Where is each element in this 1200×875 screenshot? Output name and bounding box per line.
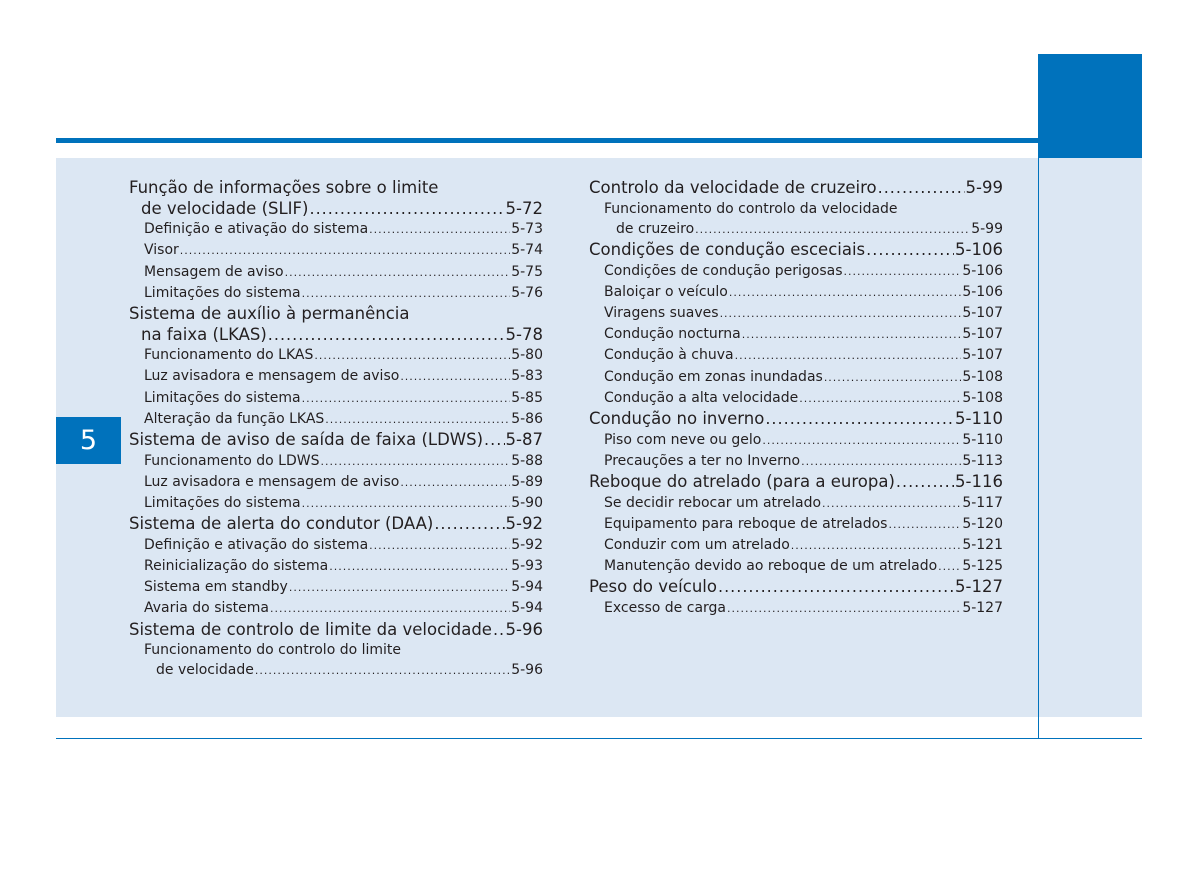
page-number: 5-108: [962, 368, 1003, 385]
toc-section-entry[interactable]: [589, 409, 1003, 430]
entry-title: Conduzir com um atrelado: [604, 537, 790, 554]
dot-leader: [325, 409, 510, 430]
entry-title: Baloiçar o veículo: [604, 283, 728, 300]
page-number: 5-78: [505, 324, 543, 344]
toc-subsection-entry[interactable]: [589, 451, 1003, 472]
page-number: 5-127: [955, 577, 1003, 597]
entry-title: Condições de condução perigosas: [604, 262, 843, 279]
entry-title: Condução nocturna: [604, 326, 741, 343]
toc-subsection-entry[interactable]: [129, 345, 543, 366]
page-number: 5-107: [962, 305, 1003, 321]
toc-subsection-entry[interactable]: [129, 451, 543, 472]
toc-subsection-entry[interactable]: [129, 598, 543, 619]
dot-leader: [302, 388, 511, 409]
dot-leader: [866, 240, 954, 261]
page-number: 5-90: [511, 495, 543, 511]
toc-section-entry[interactable]: [129, 620, 543, 641]
entry-title: Avaria do sistema: [144, 600, 269, 617]
page-number: 5-87: [505, 430, 543, 449]
dot-leader: [493, 620, 505, 641]
page-number: 5-94: [511, 579, 543, 596]
page-number: 5-92: [511, 536, 543, 553]
page-number: 5-88: [511, 452, 543, 469]
page-number: 5-117: [962, 494, 1003, 511]
entry-title: Luz avisadora e mensagem de aviso: [144, 473, 400, 490]
entry-title-continuation: [129, 325, 543, 346]
entry-title: Condução a alta velocidade: [604, 389, 799, 406]
page-number: 5-93: [511, 558, 543, 574]
entry-title: Funcionamento do LKAS: [144, 347, 314, 364]
dot-leader: [765, 409, 954, 430]
dot-leader: [268, 325, 505, 346]
entry-title: Equipamento para reboque de atrelados: [604, 515, 888, 532]
entry-title-line: Função de informações sobre o limite: [129, 178, 439, 197]
dot-leader: [727, 598, 961, 619]
dot-leader: [400, 472, 510, 493]
entry-title: de velocidade (SLIF): [141, 198, 309, 218]
page-number: 5-106: [962, 283, 1003, 300]
entry-title: Piso com neve ou gelo: [604, 431, 762, 448]
toc-subsection-entry[interactable]: [589, 556, 1003, 577]
dot-leader: [309, 199, 504, 220]
page-number: 5-94: [511, 600, 543, 617]
page-number: 5-107: [962, 347, 1003, 364]
page-number: 5-72: [505, 198, 543, 218]
dot-leader: [369, 535, 510, 556]
dot-leader: [484, 430, 505, 451]
page-number: 5-73: [511, 221, 543, 238]
entry-title: Controlo da velocidade de cruzeiro: [589, 178, 877, 197]
toc-section-entry[interactable]: [129, 304, 543, 345]
entry-title: Se decidir rebocar um atrelado: [604, 494, 822, 511]
entry-title: de velocidade: [156, 662, 254, 679]
toc-subsection-entry[interactable]: [589, 345, 1003, 366]
dot-leader: [878, 178, 965, 199]
toc-subsection-entry[interactable]: [589, 430, 1003, 451]
entry-title: Limitações do sistema: [144, 284, 301, 301]
toc-subsection-entry[interactable]: [589, 324, 1003, 345]
page-number: 5-99: [965, 178, 1003, 197]
page-number: 5-92: [505, 514, 543, 534]
entry-title: Peso do veículo: [589, 577, 717, 597]
dot-leader: [255, 660, 510, 681]
entry-title: Condução em zonas inundadas: [604, 368, 823, 385]
toc-subsection-entry[interactable]: [129, 283, 543, 304]
entry-title-continuation: [604, 219, 1003, 240]
dot-leader: [302, 493, 511, 514]
toc-section-entry[interactable]: [589, 178, 1003, 199]
entry-title: de cruzeiro: [616, 220, 695, 237]
toc-subsection-entry[interactable]: [589, 303, 1003, 324]
toc-subsection-entry[interactable]: [589, 282, 1003, 303]
dot-leader: [729, 282, 961, 303]
dot-leader: [844, 261, 962, 282]
footer-rule: [56, 738, 1142, 739]
dot-leader: [762, 430, 961, 451]
page-number: 5-76: [511, 284, 543, 301]
page-number: 5-110: [955, 409, 1003, 429]
entry-title: Definição e ativação do sistema: [144, 221, 369, 238]
entry-title: Viragens suaves: [604, 305, 719, 321]
dot-leader: [314, 345, 510, 366]
entry-title-line: Funcionamento do controlo da velocidade: [604, 200, 898, 217]
toc-section-entry[interactable]: [589, 472, 1003, 493]
entry-title: Excesso de carga: [604, 600, 727, 617]
page-number: 5-96: [511, 662, 543, 679]
dot-leader: [695, 219, 970, 240]
page-number: 5-113: [962, 452, 1003, 469]
page-number: 5-108: [962, 389, 1003, 406]
entry-title: Limitações do sistema: [144, 495, 301, 511]
toc-subsection-entry[interactable]: [589, 367, 1003, 388]
toc-subsection-entry[interactable]: [589, 199, 1003, 240]
dot-leader: [888, 514, 961, 535]
entry-title: Sistema em standby: [144, 579, 288, 596]
dot-leader: [735, 345, 962, 366]
entry-title: Reinicialização do sistema: [144, 558, 329, 574]
toc-section-entry[interactable]: [589, 240, 1003, 261]
page-number: 5-121: [962, 537, 1003, 554]
toc-subsection-entry[interactable]: [129, 388, 543, 409]
toc-section-entry[interactable]: [129, 178, 543, 219]
entry-title: Condução no inverno: [589, 409, 765, 429]
toc-subsection-entry[interactable]: [129, 472, 543, 493]
toc-subsection-entry[interactable]: [589, 261, 1003, 282]
page-number: 5-120: [962, 515, 1003, 532]
dot-leader: [434, 514, 504, 535]
dot-leader: [285, 262, 511, 283]
dot-leader: [824, 367, 962, 388]
page-number: 5-116: [955, 472, 1003, 492]
toc-subsection-entry[interactable]: [589, 388, 1003, 409]
toc-subsection-entry[interactable]: [589, 514, 1003, 535]
corner-color-tab: [1038, 54, 1142, 158]
page-number: 5-89: [511, 473, 543, 490]
dot-leader: [896, 472, 954, 493]
dot-leader: [720, 303, 962, 324]
dot-leader: [289, 577, 510, 598]
entry-title: Mensagem de aviso: [144, 263, 284, 280]
toc-subsection-entry[interactable]: [129, 556, 543, 577]
entry-title: Sistema de controlo de limite da velocidade: [129, 619, 492, 639]
page-number: 5-85: [511, 389, 543, 406]
page-number: 5-106: [955, 240, 1003, 259]
toc-left-column: [129, 178, 543, 682]
entry-title: na faixa (LKAS): [141, 324, 267, 344]
toc-section-entry[interactable]: [589, 577, 1003, 598]
toc-subsection-entry[interactable]: [589, 598, 1003, 619]
dot-leader: [320, 451, 510, 472]
dot-leader: [400, 366, 510, 387]
page-number: 5-99: [971, 220, 1003, 237]
dot-leader: [302, 283, 511, 304]
entry-title: Condução à chuva: [604, 347, 734, 364]
toc-subsection-entry[interactable]: [129, 240, 543, 261]
entry-title: Definição e ativação do sistema: [144, 536, 369, 553]
entry-title-continuation: [129, 199, 543, 220]
dot-leader: [822, 493, 961, 514]
toc-section-entry[interactable]: [129, 514, 543, 535]
dot-leader: [799, 388, 961, 409]
dot-leader: [742, 324, 962, 345]
entry-title: Funcionamento do LDWS: [144, 452, 320, 469]
toc-subsection-entry[interactable]: [129, 219, 543, 240]
page-number: 5-80: [511, 347, 543, 364]
entry-title: Sistema de alerta do condutor (DAA): [129, 514, 434, 534]
toc-subsection-entry[interactable]: [129, 577, 543, 598]
entry-title: Sistema de aviso de saída de faixa (LDWS): [129, 430, 484, 449]
dot-leader: [938, 556, 961, 577]
page-number: 5-110: [962, 431, 1003, 448]
margin-divider: [1038, 158, 1039, 738]
page-number: 5-74: [511, 242, 543, 259]
entry-title: Alteração da função LKAS: [144, 410, 325, 427]
dot-leader: [369, 219, 510, 240]
toc-subsection-entry[interactable]: [129, 366, 543, 387]
toc-right-column: [589, 178, 1003, 619]
page-number: 5-75: [511, 263, 543, 280]
entry-title: Limitações do sistema: [144, 389, 301, 406]
toc-subsection-entry[interactable]: [589, 493, 1003, 514]
toc-subsection-entry[interactable]: [129, 640, 543, 681]
dot-leader: [718, 577, 954, 598]
entry-title-line: Funcionamento do controlo do limite: [144, 642, 402, 659]
page-number: 5-86: [511, 410, 543, 427]
page-number: 5-96: [505, 619, 543, 639]
page-number: 5-83: [511, 368, 543, 385]
dot-leader: [791, 535, 962, 556]
page-number: 5-127: [962, 600, 1003, 617]
dot-leader: [180, 240, 510, 261]
toc-subsection-entry[interactable]: [589, 535, 1003, 556]
page-number: 5-106: [962, 262, 1003, 279]
dot-leader: [270, 598, 510, 619]
entry-title: Precauções a ter no Inverno: [604, 452, 801, 469]
entry-title: Luz avisadora e mensagem de aviso: [144, 368, 400, 385]
toc-subsection-entry[interactable]: [129, 262, 543, 283]
page-number: 5-107: [962, 326, 1003, 343]
toc-subsection-entry[interactable]: [129, 535, 543, 556]
header-rule: [56, 138, 1038, 143]
chapter-tab: [56, 417, 121, 464]
toc-subsection-entry[interactable]: [129, 493, 543, 514]
entry-title-continuation: [144, 660, 543, 681]
entry-title: Visor: [144, 242, 179, 259]
entry-title-line: Sistema de auxílio à permanência: [129, 304, 410, 323]
entry-title: Reboque do atrelado (para a europa): [589, 472, 895, 492]
toc-subsection-entry[interactable]: [129, 409, 543, 430]
entry-title: Condições de condução esceciais: [589, 240, 866, 259]
chapter-number: 5: [79, 425, 98, 456]
toc-section-entry[interactable]: [129, 430, 543, 451]
dot-leader: [329, 556, 510, 577]
dot-leader: [801, 451, 961, 472]
entry-title: Manutenção devido ao reboque de um atrelado: [604, 558, 938, 575]
page-number: 5-125: [962, 558, 1003, 575]
